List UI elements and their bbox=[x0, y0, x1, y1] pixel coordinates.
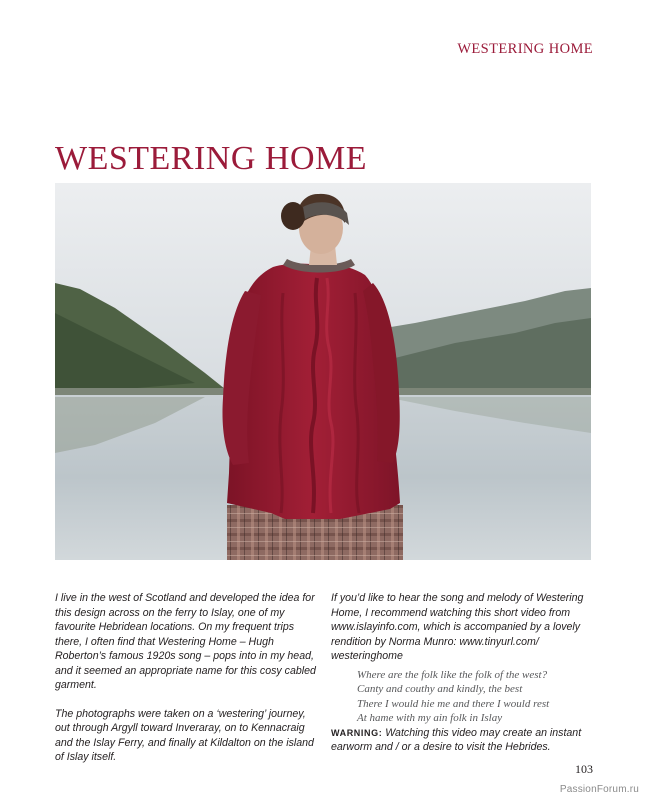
lyric-line: There I would hie me and there I would rest bbox=[357, 697, 550, 710]
right-column bbox=[331, 591, 593, 769]
lyric-line: At hame with my ain folk in Islay bbox=[357, 712, 503, 724]
photo-paragraph: The photographs were taken on a ‘westering’ journey, out through Argyll toward Inveraray, on to Kennacraig and the Islay Ferry, and finally at Kildalton on the island of Islay itself. bbox=[55, 707, 314, 763]
lyric-line: Canty and couthy and kindly, the best bbox=[357, 683, 523, 695]
hero-photo bbox=[55, 183, 591, 560]
intro-paragraph: I live in the west of Scotland and developed the idea for this design across on the ferry to Islay, one of my favourite Hebridean locations. On my frequent trips there, I often find that Westering Home – Hugh Roberton’s famous 1920s song – pops into in my head, and it seemed an appropriate name for this cosy cabled garment. bbox=[55, 592, 316, 691]
left-column bbox=[55, 591, 317, 779]
page-number: 103 bbox=[575, 762, 593, 776]
watermark: PassionForum.ru bbox=[559, 784, 639, 795]
song-lyrics bbox=[331, 668, 593, 726]
hair-bun bbox=[281, 202, 305, 230]
page-title: WESTERING HOME bbox=[55, 140, 368, 177]
running-head: WESTERING HOME bbox=[457, 41, 593, 57]
song-intro-paragraph: If you’d like to hear the song and melody of Westering Home, I recommend watching this short video from www.islayinfo.com, which is accompanied by a lovely rendition by Norma Munro: www.tinyurl.com/ westeringhome bbox=[331, 592, 584, 662]
lyric-line: Where are the folk like the folk of the west? bbox=[357, 668, 548, 681]
warning-note bbox=[331, 726, 593, 755]
warning-label: WARNING: bbox=[331, 727, 383, 738]
warning-text: Watching this video may create an instant earworm and / or a desire to visit the Hebrides. bbox=[331, 726, 582, 753]
